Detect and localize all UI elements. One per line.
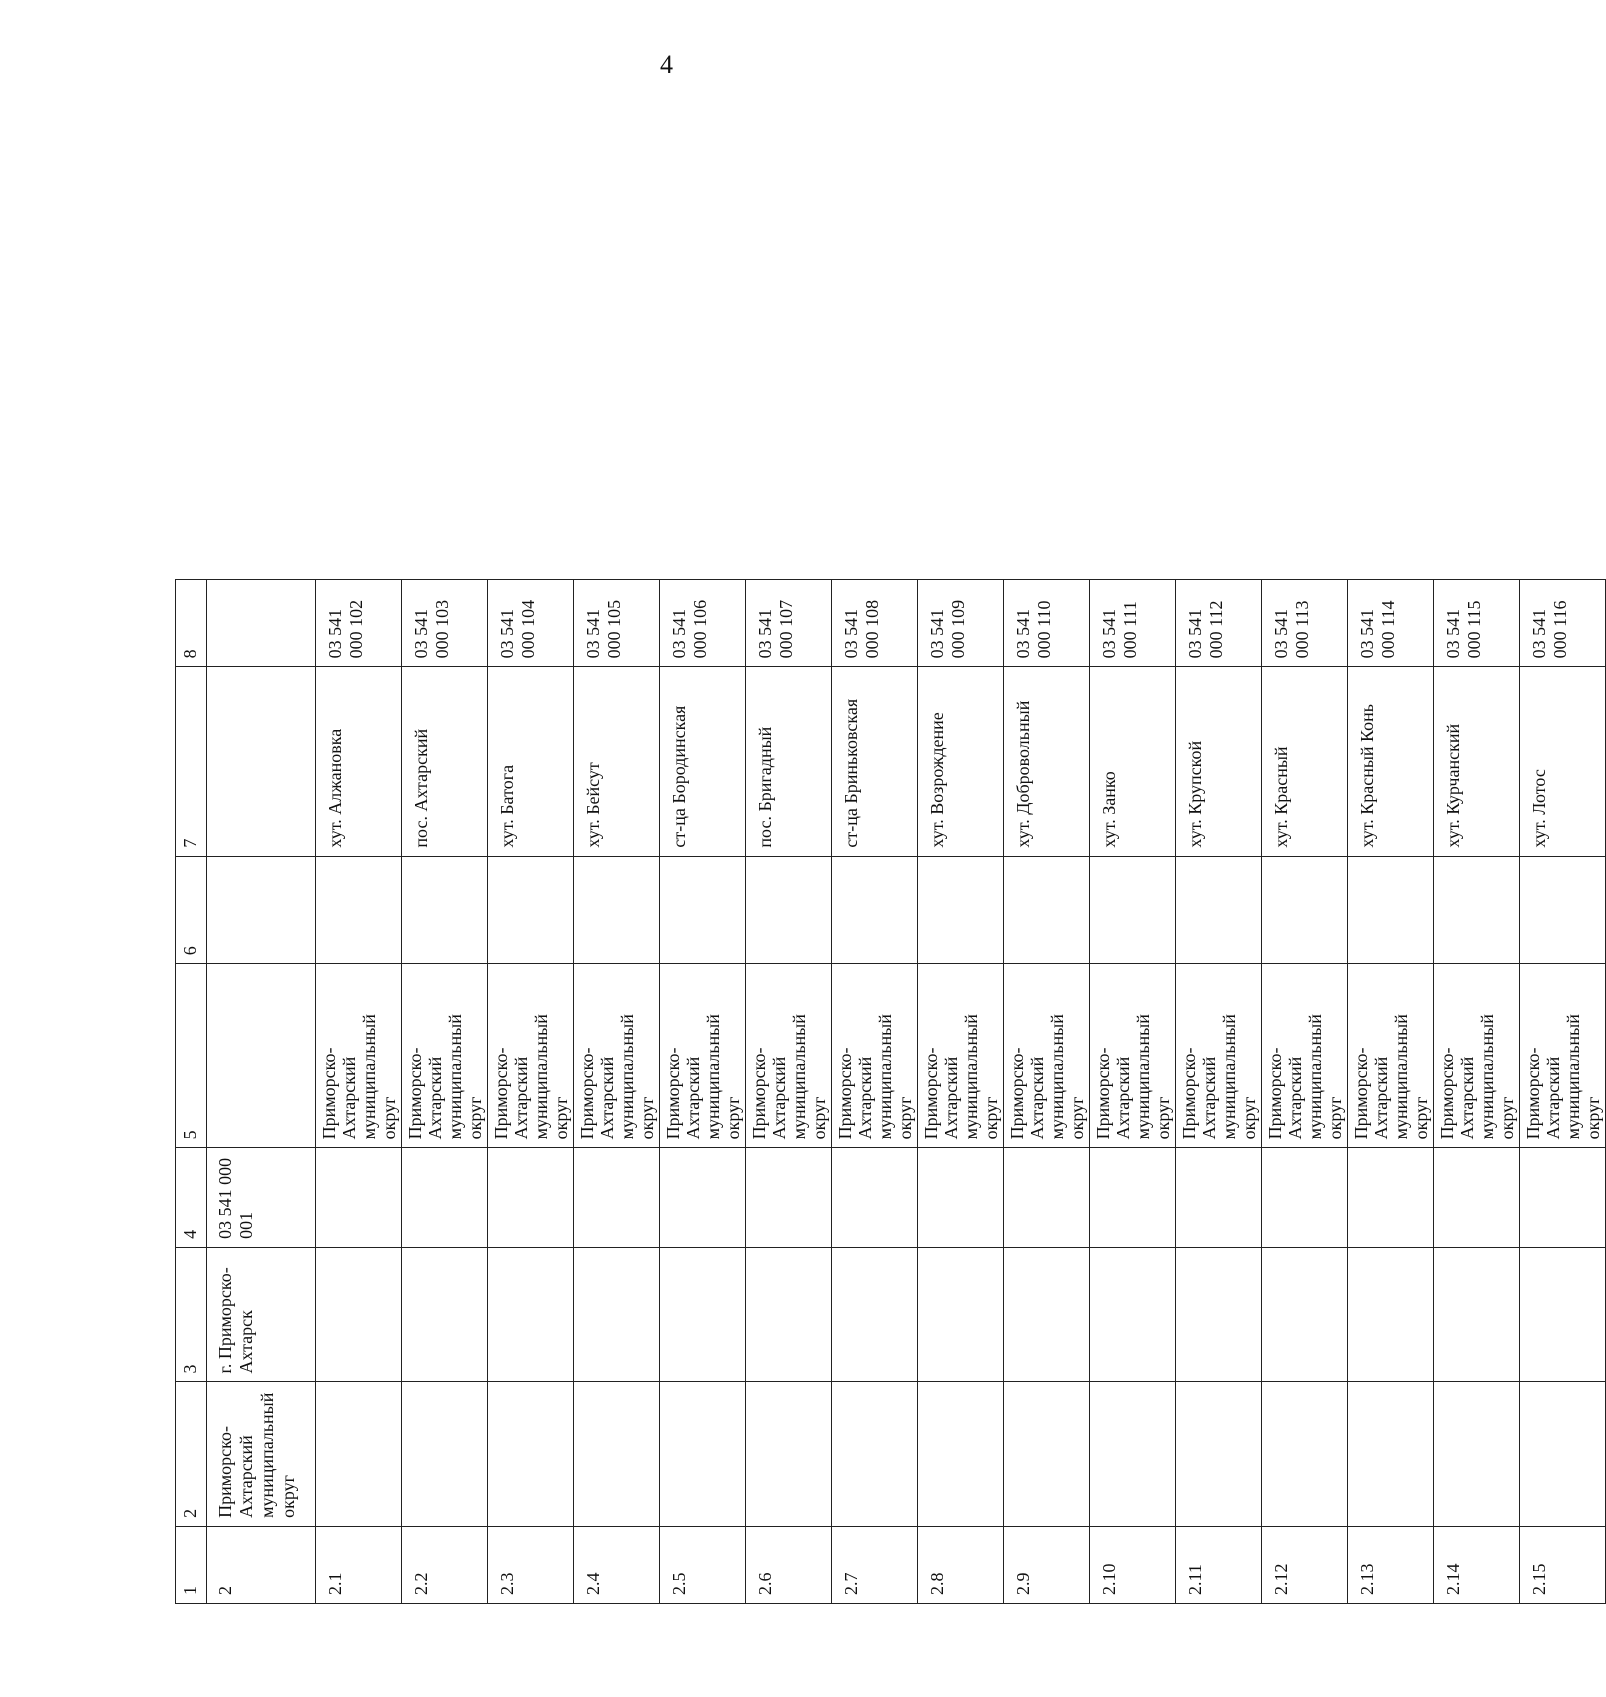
row-number-cell: 2.10 xyxy=(1090,1526,1176,1603)
settlement-cell: пос. Бригадный xyxy=(746,667,832,856)
empty-cell xyxy=(316,1148,402,1247)
okato-code-cell: 03 541 000 104 xyxy=(488,580,574,667)
empty-cell xyxy=(1090,1247,1176,1382)
settlement-cell: хут. Алжановка xyxy=(316,667,402,856)
empty-cell xyxy=(1262,1247,1348,1382)
settlement-cell: хут. Возрождение xyxy=(918,667,1004,856)
table-row xyxy=(918,580,1004,1604)
table-row xyxy=(488,580,574,1604)
district-col8-cell xyxy=(207,580,316,667)
empty-cell xyxy=(1348,1382,1434,1526)
empty-cell xyxy=(1090,1382,1176,1526)
settlements-table xyxy=(175,579,1606,1604)
row-number-cell: 2.4 xyxy=(574,1526,660,1603)
settlement-cell: хут. Лотос xyxy=(1520,667,1606,856)
empty-cell xyxy=(660,856,746,964)
empty-cell xyxy=(488,1247,574,1382)
okato-code-cell: 03 541 000 109 xyxy=(918,580,1004,667)
row-number-cell: 2.7 xyxy=(832,1526,918,1603)
table-row xyxy=(574,580,660,1604)
settlement-cell: ст-ца Бриньковская xyxy=(832,667,918,856)
district-name-cell: Приморско-Ахтарский муниципальный округ xyxy=(207,1382,316,1526)
empty-cell xyxy=(1520,1148,1606,1247)
row-number-cell: 2.14 xyxy=(1434,1526,1520,1603)
empty-cell xyxy=(918,1247,1004,1382)
empty-cell xyxy=(1090,856,1176,964)
empty-cell xyxy=(746,1382,832,1526)
empty-cell xyxy=(1090,1148,1176,1247)
district-cell: Приморско-Ахтарский муниципальный округ xyxy=(316,964,402,1148)
empty-cell xyxy=(402,1382,488,1526)
settlement-cell: хут. Красный xyxy=(1262,667,1348,856)
row-number-cell: 2.1 xyxy=(316,1526,402,1603)
district-cell: Приморско-Ахтарский муниципальный округ xyxy=(1262,964,1348,1148)
okato-code-cell: 03 541 000 114 xyxy=(1348,580,1434,667)
header-cell: 5 xyxy=(176,964,207,1148)
empty-cell xyxy=(746,856,832,964)
header-cell: 2 xyxy=(176,1382,207,1526)
empty-cell xyxy=(1348,1247,1434,1382)
table-row xyxy=(316,580,402,1604)
district-cell: Приморско-Ахтарский муниципальный округ xyxy=(1176,964,1262,1148)
header-cell: 6 xyxy=(176,856,207,964)
empty-cell xyxy=(832,1148,918,1247)
empty-cell xyxy=(574,1247,660,1382)
empty-cell xyxy=(402,856,488,964)
okato-code-cell: 03 541 000 105 xyxy=(574,580,660,667)
table-row xyxy=(660,580,746,1604)
empty-cell xyxy=(832,1247,918,1382)
empty-cell xyxy=(316,1247,402,1382)
district-col7-cell xyxy=(207,667,316,856)
empty-cell xyxy=(832,856,918,964)
okato-code-cell: 03 541 000 113 xyxy=(1262,580,1348,667)
district-cell: Приморско-Ахтарский муниципальный округ xyxy=(1434,964,1520,1148)
okato-code-cell: 03 541 000 112 xyxy=(1176,580,1262,667)
empty-cell xyxy=(1176,1382,1262,1526)
settlement-cell: хут. Занко xyxy=(1090,667,1176,856)
empty-cell xyxy=(1176,1247,1262,1382)
table-row xyxy=(746,580,832,1604)
okato-code-cell: 03 541 000 116 xyxy=(1520,580,1606,667)
row-number-cell: 2.3 xyxy=(488,1526,574,1603)
empty-cell xyxy=(1262,1382,1348,1526)
district-cell: Приморско-Ахтарский муниципальный округ xyxy=(488,964,574,1148)
empty-cell xyxy=(1004,1247,1090,1382)
district-number-cell: 2 xyxy=(207,1526,316,1603)
settlement-cell: пос. Ахтарский xyxy=(402,667,488,856)
header-cell: 4 xyxy=(176,1148,207,1247)
row-number-cell: 2.5 xyxy=(660,1526,746,1603)
page-number: 4 xyxy=(660,50,673,79)
row-number-cell: 2.15 xyxy=(1520,1526,1606,1603)
empty-cell xyxy=(1004,1382,1090,1526)
table-row xyxy=(1348,580,1434,1604)
table-row xyxy=(1090,580,1176,1604)
table-row xyxy=(1176,580,1262,1604)
okato-code-cell: 03 541 000 111 xyxy=(1090,580,1176,667)
empty-cell xyxy=(1262,856,1348,964)
empty-cell xyxy=(918,1148,1004,1247)
settlements-table-rotated xyxy=(175,579,1606,1604)
settlement-cell: хут. Добровольный xyxy=(1004,667,1090,856)
district-cell: Приморско-Ахтарский муниципальный округ xyxy=(1090,964,1176,1148)
settlement-cell: хут. Бейсут xyxy=(574,667,660,856)
table-row xyxy=(1520,580,1606,1604)
district-cell: Приморско-Ахтарский муниципальный округ xyxy=(402,964,488,1148)
district-cell: Приморско-Ахтарский муниципальный округ xyxy=(746,964,832,1148)
okato-code-cell: 03 541 000 115 xyxy=(1434,580,1520,667)
empty-cell xyxy=(918,856,1004,964)
district-cell: Приморско-Ахтарский муниципальный округ xyxy=(1520,964,1606,1148)
district-col5-cell xyxy=(207,964,316,1148)
empty-cell xyxy=(574,1382,660,1526)
empty-cell xyxy=(1434,1382,1520,1526)
empty-cell xyxy=(316,1382,402,1526)
empty-cell xyxy=(1004,1148,1090,1247)
okato-code-cell: 03 541 000 103 xyxy=(402,580,488,667)
row-number-cell: 2.11 xyxy=(1176,1526,1262,1603)
table-row xyxy=(832,580,918,1604)
empty-cell xyxy=(402,1148,488,1247)
empty-cell xyxy=(488,856,574,964)
district-cell: Приморско-Ахтарский муниципальный округ xyxy=(918,964,1004,1148)
district-center-cell: г. Приморско-Ахтарск xyxy=(207,1247,316,1382)
empty-cell xyxy=(918,1382,1004,1526)
row-number-cell: 2.6 xyxy=(746,1526,832,1603)
district-row xyxy=(207,580,316,1604)
header-cell: 8 xyxy=(176,580,207,667)
empty-cell xyxy=(1434,856,1520,964)
district-cell: Приморско-Ахтарский муниципальный округ xyxy=(832,964,918,1148)
empty-cell xyxy=(316,856,402,964)
empty-cell xyxy=(1434,1148,1520,1247)
okato-code-cell: 03 541 000 106 xyxy=(660,580,746,667)
okato-code-cell: 03 541 000 108 xyxy=(832,580,918,667)
row-number-cell: 2.2 xyxy=(402,1526,488,1603)
district-cell: Приморско-Ахтарский муниципальный округ xyxy=(574,964,660,1148)
table-body xyxy=(176,580,1606,1604)
empty-cell xyxy=(746,1247,832,1382)
header-cell: 7 xyxy=(176,667,207,856)
empty-cell xyxy=(1434,1247,1520,1382)
settlement-cell: хут. Батога xyxy=(488,667,574,856)
header-cell: 3 xyxy=(176,1247,207,1382)
row-number-cell: 2.12 xyxy=(1262,1526,1348,1603)
row-number-cell: 2.13 xyxy=(1348,1526,1434,1603)
empty-cell xyxy=(1176,1148,1262,1247)
empty-cell xyxy=(488,1148,574,1247)
empty-cell xyxy=(1520,1382,1606,1526)
empty-cell xyxy=(574,1148,660,1247)
district-col6-cell xyxy=(207,856,316,964)
table-row xyxy=(1262,580,1348,1604)
district-cell: Приморско-Ахтарский муниципальный округ xyxy=(660,964,746,1148)
empty-cell xyxy=(660,1148,746,1247)
district-code-cell: 03 541 000 001 xyxy=(207,1148,316,1247)
row-number-cell: 2.9 xyxy=(1004,1526,1090,1603)
okato-code-cell: 03 541 000 102 xyxy=(316,580,402,667)
district-cell: Приморско-Ахтарский муниципальный округ xyxy=(1004,964,1090,1148)
okato-code-cell: 03 541 000 107 xyxy=(746,580,832,667)
empty-cell xyxy=(488,1382,574,1526)
empty-cell xyxy=(660,1382,746,1526)
row-number-cell: 2.8 xyxy=(918,1526,1004,1603)
empty-cell xyxy=(660,1247,746,1382)
empty-cell xyxy=(1348,856,1434,964)
empty-cell xyxy=(402,1247,488,1382)
empty-cell xyxy=(574,856,660,964)
table-row xyxy=(1004,580,1090,1604)
header-row xyxy=(176,580,207,1604)
table-row xyxy=(402,580,488,1604)
empty-cell xyxy=(832,1382,918,1526)
settlement-cell: хут. Крупской xyxy=(1176,667,1262,856)
settlement-cell: ст-ца Бородинская xyxy=(660,667,746,856)
empty-cell xyxy=(1520,856,1606,964)
district-cell: Приморско-Ахтарский муниципальный округ xyxy=(1348,964,1434,1148)
header-cell: 1 xyxy=(176,1526,207,1603)
empty-cell xyxy=(1176,856,1262,964)
empty-cell xyxy=(1262,1148,1348,1247)
empty-cell xyxy=(1004,856,1090,964)
empty-cell xyxy=(746,1148,832,1247)
settlement-cell: хут. Красный Конь xyxy=(1348,667,1434,856)
settlement-cell: хут. Курчанский xyxy=(1434,667,1520,856)
okato-code-cell: 03 541 000 110 xyxy=(1004,580,1090,667)
table-row xyxy=(1434,580,1520,1604)
empty-cell xyxy=(1520,1247,1606,1382)
empty-cell xyxy=(1348,1148,1434,1247)
